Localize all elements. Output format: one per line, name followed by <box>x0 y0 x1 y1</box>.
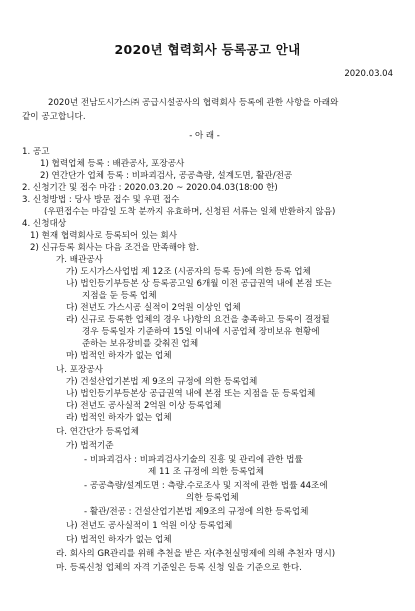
list-item: 마) 법적인 하자가 없는 업체 <box>66 351 172 361</box>
document-title: 2020년 협력회사 등록공고 안내 <box>114 42 301 57</box>
list-item: 가) 도시가스사업법 제 12조 (시공자의 등록 등)에 의한 등록 업체 <box>66 267 311 277</box>
list-item: - 공공측량/설계도면 : 측량.수로조사 및 지적에 관한 법률 44조에 <box>84 481 328 491</box>
list-item: 나) 법인등기부등본 상 등록공고일 6개월 이전 공급권역 내에 본점 또는 <box>66 279 332 289</box>
list-item: 1) 현재 협력회사로 등록되어 있는 회사 <box>30 231 178 241</box>
list-item: 나) 법인등기부등본상 공급권역 내에 본점 또는 지점을 둔 등록업체 <box>66 389 316 399</box>
list-item: 가) 법적기준 <box>66 441 114 451</box>
separator-heading: - 아 래 - <box>189 131 220 141</box>
subsection-heading: 다. 연간단가 등록업체 <box>56 427 139 437</box>
subsection-heading: 가. 배관공사 <box>56 255 103 265</box>
list-item: 다) 전년도 가스시공 실적이 2억원 이상인 업체 <box>66 303 241 313</box>
section-4-heading: 4. 신청대상 <box>22 219 67 229</box>
list-item-continued: 경우 등록일자 기준하여 15일 이내에 시공업체 장비보유 현황에 <box>82 327 320 337</box>
list-item: 나) 전년도 공사실적이 1 억원 이상 등록업체 <box>66 521 233 531</box>
list-item: 다) 전년도 공사실적 2억원 이상 등록업체 <box>66 401 222 411</box>
list-item-continued: 준하는 보유장비를 갖춰진 업체 <box>82 339 199 349</box>
list-item-continued: 지점을 둔 등록 업체 <box>82 291 157 301</box>
list-item: 라. 회사의 GR관리를 위해 추천을 받은 자(추천실명제에 의해 추천자 명시) <box>56 549 336 559</box>
intro-line-1: 2020년 전남도시가스㈜ 공급시설공사의 협력회사 등록에 관한 사항을 아래와 <box>48 98 339 108</box>
list-item: - 활관/전공 : 건설산업기본법 제9조의 규정에 의한 등록업체 <box>84 507 309 517</box>
list-item: 마. 등록신청 업체의 자격 기준일은 등록 신청 일을 기준으로 한다. <box>56 563 302 573</box>
section-2-heading: 2. 신청기간 및 접수 마감 : 2020.03.20 ~ 2020.04.03(18:00 한) <box>22 183 278 193</box>
list-item: 다) 법적인 하자가 없는 업체 <box>66 535 172 545</box>
list-item: 1) 협력업체 등록 : 배관공사, 포장공사 <box>40 159 185 169</box>
list-item: 라) 신규로 등록한 업체의 경우 나)항의 요건을 충족하고 등록이 결정될 <box>66 315 330 325</box>
list-item: 가) 건설산업기본법 제 9조의 규정에 의한 등록업체 <box>66 377 258 387</box>
mail-note: (우편접수는 마감일 도착 분까지 유효하며, 신청된 서류는 일체 반환하지 않음) <box>44 207 336 217</box>
announcement-date: 2020.03.04 <box>344 69 393 79</box>
intro-line-2: 같이 공고합니다. <box>22 112 86 122</box>
subsection-heading: 나. 포장공사 <box>56 365 103 375</box>
list-item: 라) 법적인 하자가 없는 업체 <box>66 413 172 423</box>
list-item: 2) 연간단가 업체 등록 : 비파괴검사, 공공측량, 설계도면, 활관/전공 <box>40 171 293 181</box>
list-item: 2) 신규등록 회사는 다음 조건을 만족해야 함. <box>30 243 200 253</box>
section-1-heading: 1. 공고 <box>22 147 50 157</box>
list-item-continued: 제 11 조 규정에 의한 등록업체 <box>148 467 264 477</box>
list-item-continued: 의한 등록업체 <box>186 493 239 503</box>
list-item: - 비파괴검사 : 비파괴검사기술의 진흥 및 관리에 관한 법률 <box>84 455 303 465</box>
section-3-heading: 3. 신청방법 : 당사 방문 접수 및 우편 접수 <box>22 195 180 205</box>
